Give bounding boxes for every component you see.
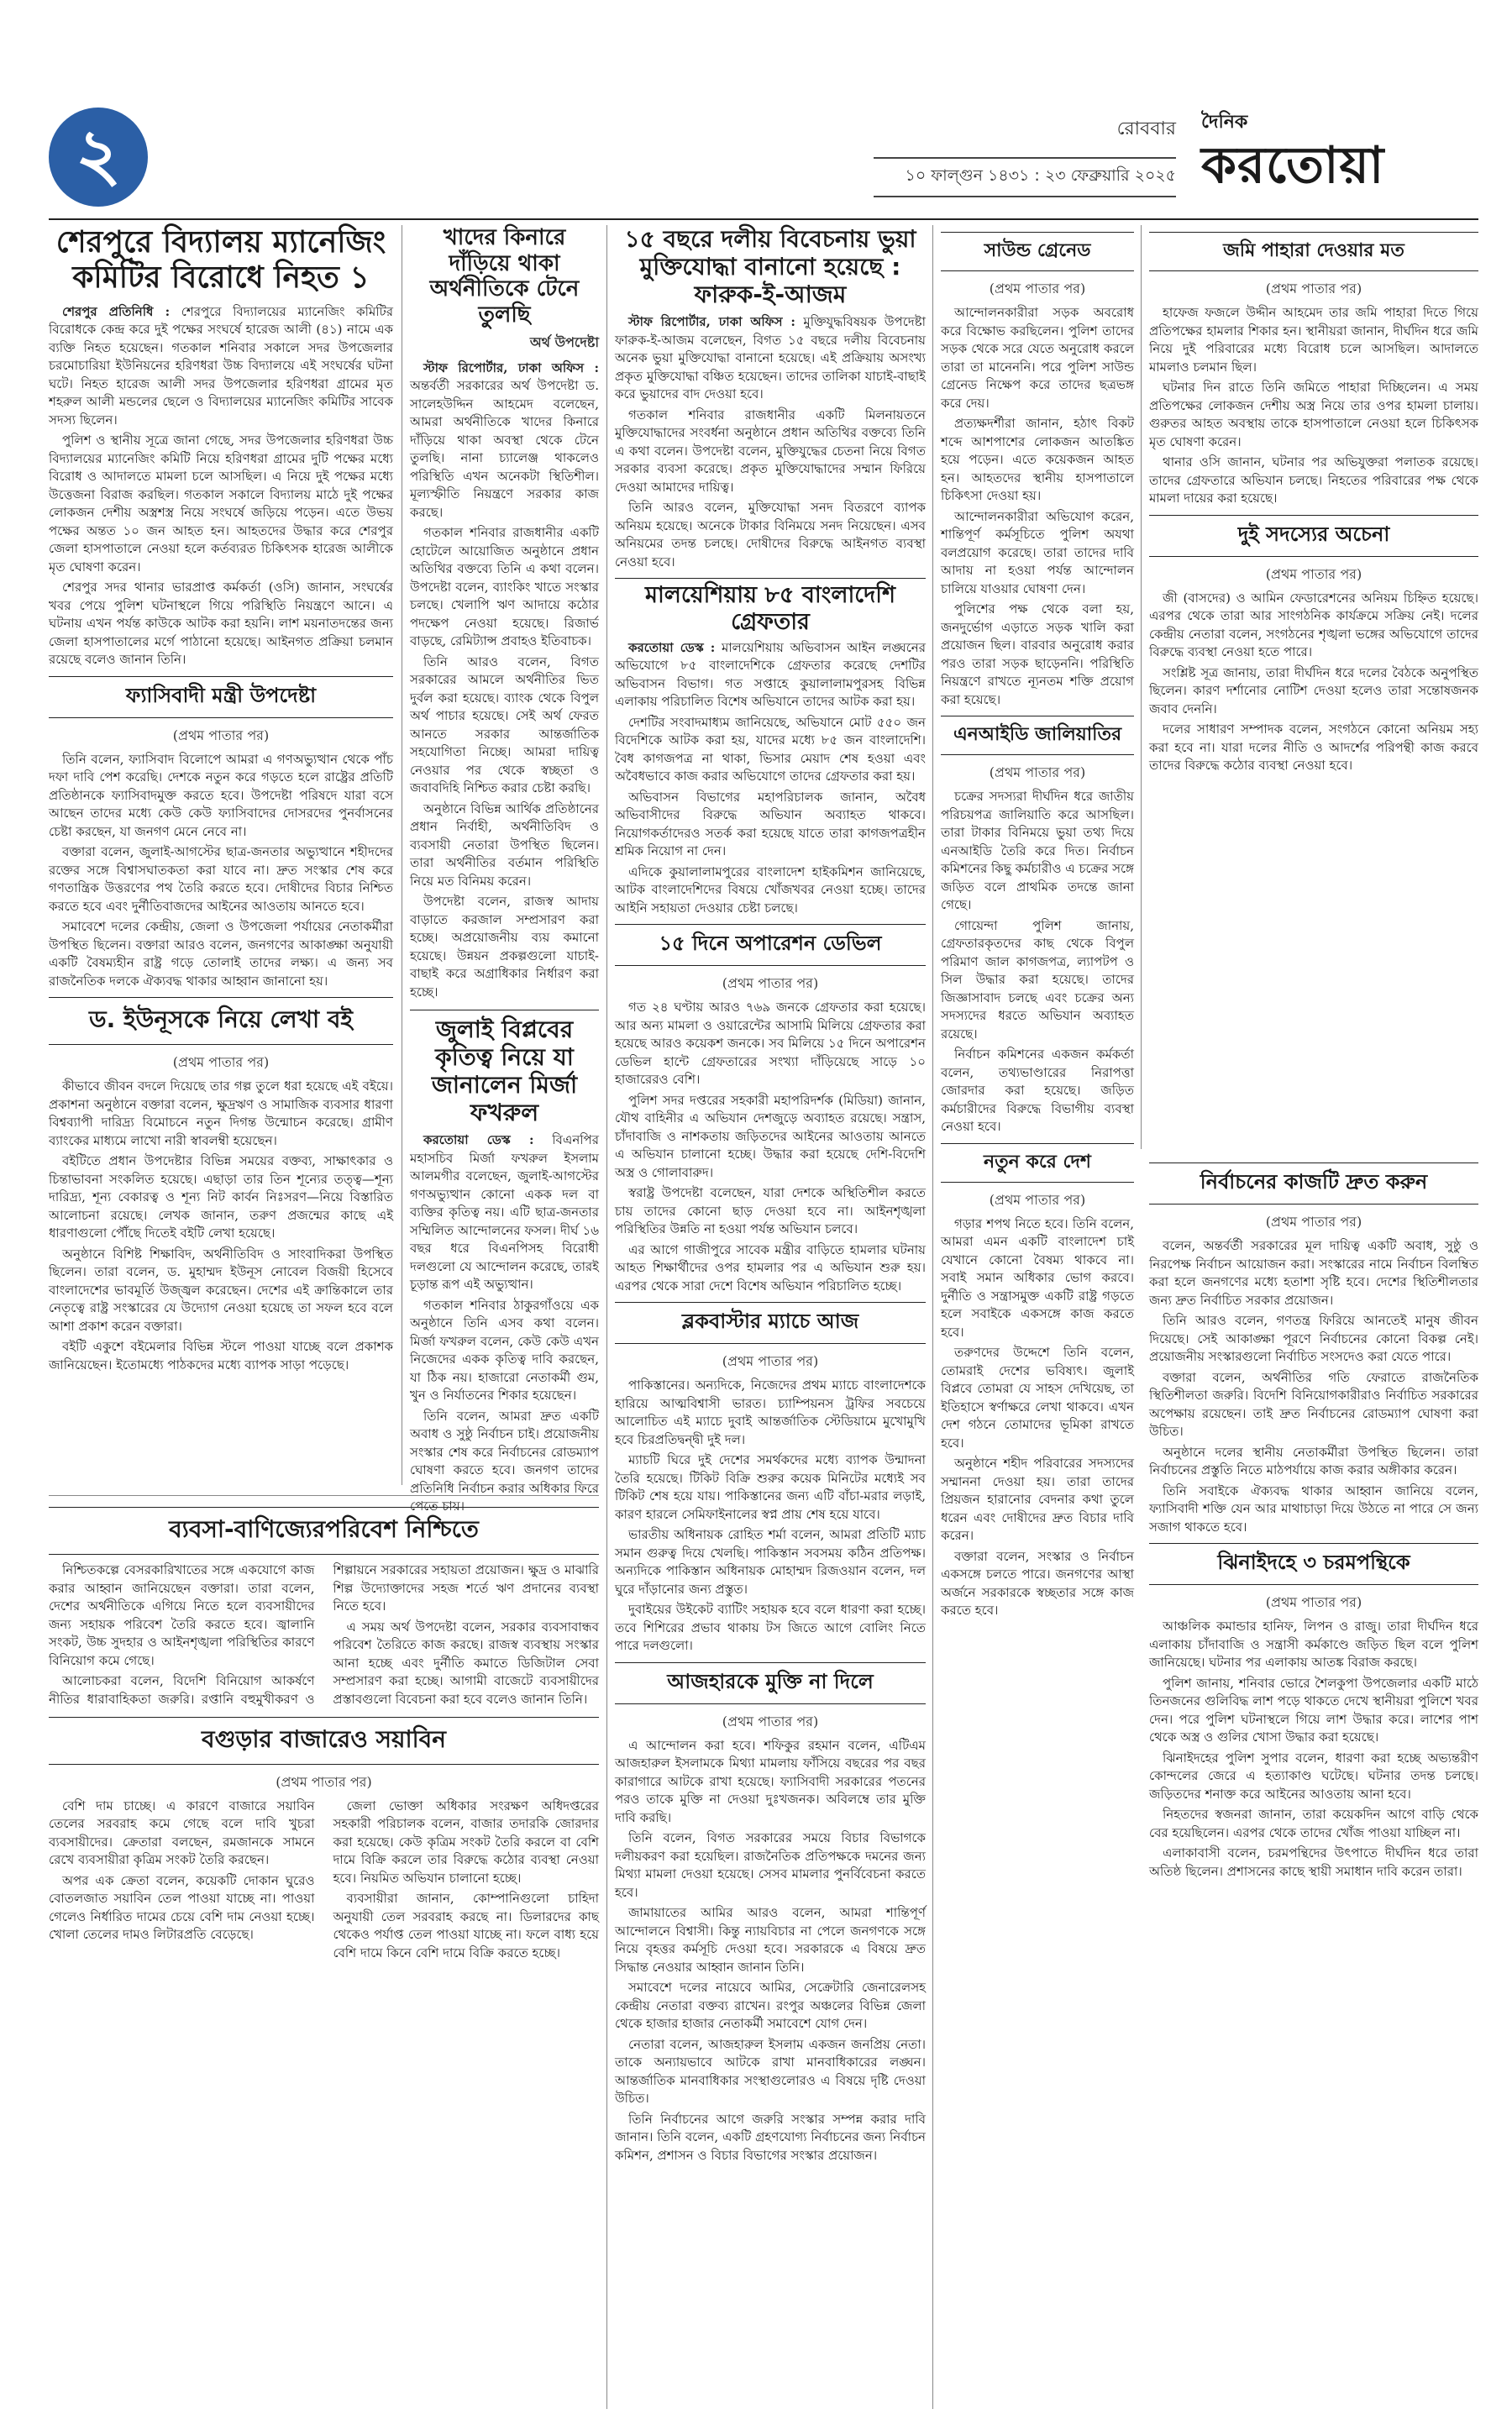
column-rule xyxy=(932,225,933,2409)
paragraph: দুবাইয়ের উইকেট ব্যাটিং সহায়ক হবে বলে ধারণা করা হচ্ছে। তবে শিশিরের প্রভাব থাকায় টস জিতে আগে বোলিং নিতে পারে দলগুলো। xyxy=(615,1602,926,1654)
paragraph: পাকিস্তানের। অন্যদিকে, নিজেদের প্রথম ম্যাচে বাংলাদেশকে হারিয়ে আত্মবিশ্বাসী ভারত। চ্যাম্পিয়নস ট্রফির সবচেয়ে আলোচিত এই ম্যাচে দুবাই আন্তর্জাতিক স্টেডিয়ামে মুখোমুখি হবে চিরপ্রতিদ্বন্দ্বী দুই দল। xyxy=(615,1378,926,1447)
continued-label: (প্রথম পাতার পর) xyxy=(722,975,819,992)
paragraph: অনুষ্ঠানে শহীদ পরিবারের সদস্যদের সম্মাননা দেওয়া হয়। তারা তাদের প্রিয়জন হারানোর বেদনার কথা তুলে ধরেন এবং দোষীদের দ্রুত বিচার দাবি করেন। xyxy=(941,1456,1134,1543)
paragraph: অন্তর্বর্তী সরকারের অর্থ উপদেষ্টা ড. সালেহউদ্দিন আহমেদ বলেছেন, আমরা অর্থনীতিকে খাদের কিনারে দাঁড়িয়ে থাকা অবস্থা থেকে টেনে তুলছি। নানা চ্যালেঞ্জ থাকলেও পরিস্থিতি এখন অনেকটা স্থিতিশীল। মূল্যস্ফীতি নিয়ন্ত্রণে সরকার কাজ করছে। xyxy=(410,378,599,520)
headline-freedom-fighter: ১৫ বছরে দলীয় বিবেচনায় ভুয়া মুক্তিযোদ্ধা বানানো হয়েছে : ফারুক-ই-আজম xyxy=(624,225,916,309)
paragraph: হাফেজ ফজলে উদ্দীন আহমেদ তার জমি পাহারা দিতে গিয়ে প্রতিপক্ষের হামলার শিকার হন। স্থানীয়রা জানান, দীর্ঘদিন ধরে জমি নিয়ে দুই পরিবারের মধ্যে বিরোধ চলে আসছিল। আদালতে মামলাও চলমান ছিল। xyxy=(1149,305,1478,375)
paragraph: ম্যাচটি ঘিরে দুই দেশের সমর্থকদের মধ্যে ব্যাপক উন্মাদনা তৈরি হয়েছে। টিকিট বিক্রি শুরুর কয়েক মিনিটের মধ্যেই সব টিকিট শেষ হয়ে যায়। পাকিস্তানের জন্য এটি বাঁচা-মরার লড়াই, কারণ হারলে সেমিফাইনালের স্বপ্ন প্রায় শেষ হয়ে যাবে। xyxy=(615,1452,926,1522)
headline-election: নির্বাচনের কাজটি দ্রুত করুন xyxy=(1149,1163,1478,1205)
weekday: রোববার xyxy=(1116,118,1176,139)
paragraph: তিনি আরও বলেন, মুক্তিযোদ্ধা সনদ বিতরণে ব্যাপক অনিয়ম হয়েছে। অনেকে টাকার বিনিময়ে সনদ নিয়েছেন। এসব অনিয়মের তদন্ত চলছে। দোষীদের বিরুদ্ধে আইনগত ব্যবস্থা নেওয়া হবে। xyxy=(615,500,926,569)
paragraph: বইটি একুশে বইমেলার বিভিন্ন স্টলে পাওয়া যাচ্ছে বলে প্রকাশক জানিয়েছেন। ইতোমধ্যে পাঠকদের মধ্যে ব্যাপক সাড়া পড়েছে। xyxy=(49,1339,393,1372)
paragraph: জেলা ভোক্তা অধিকার সংরক্ষণ অধিদপ্তরের সহকারী পরিচালক বলেন, বাজার তদারকি জোরদার করা হয়েছে। কেউ কৃত্রিম সংকট তৈরি করলে বা বেশি দামে বিক্রি করলে তার বিরুদ্ধে কঠোর ব্যবস্থা নেওয়া হবে। নিয়মিত অভিযান চালানো হচ্ছে। xyxy=(333,1798,599,1886)
paragraph: সমাবেশে দলের নায়েবে আমির, সেক্রেটারি জেনারেলসহ কেন্দ্রীয় নেতারা বক্তব্য রাখেন। রংপুর অঞ্চলের বিভিন্ন জেলা থেকে হাজার হাজার নেতাকর্মী সমাবেশে যোগ দেন। xyxy=(615,1980,926,2032)
logo-main-text: করতোয়া xyxy=(1201,136,1385,195)
continued-label: (প্রথম পাতার পর) xyxy=(172,1054,270,1071)
paragraph: পুলিশ সদর দপ্তরের সহকারী মহাপরিদর্শক (মিডিয়া) জানান, যৌথ বাহিনীর এ অভিযান দেশজুড়ে অব্যাহত রয়েছে। সন্ত্রাস, চাঁদাবাজি ও নাশকতায় জড়িতদের আইনের আওতায় আনতে এ অভিযান চালানো হচ্ছে। উদ্ধার করা হয়েছে দেশি-বিদেশি অস্ত্র ও গোলাবারুদ। xyxy=(615,1092,926,1180)
paragraph: ভারতীয় অধিনায়ক রোহিত শর্মা বলেন, আমরা প্রতিটি ম্যাচ সমান গুরুত্ব দিয়ে খেলছি। পাকিস্তান সবসময় কঠিন প্রতিপক্ষ। অন্যদিকে পাকিস্তান অধিনায়ক মোহাম্মদ রিজওয়ান বলেন, দল ঘুরে দাঁড়ানোর জন্য প্রস্তুত। xyxy=(615,1527,926,1597)
paragraph: থানার ওসি জানান, ঘটনার পর অভিযুক্তরা পলাতক রয়েছে। তাদের গ্রেফতারে অভিযান চলছে। নিহতের পরিবারের পক্ষ থেকে মামলা দায়ের করা হয়েছে। xyxy=(1149,454,1478,506)
paragraph: নির্বাচন কমিশনের একজন কর্মকর্তা বলেন, তথ্যভাণ্ডারের নিরাপত্তা জোরদার করা হয়েছে। জড়িত কর্মচারীদের বিরুদ্ধে বিভাগীয় ব্যবস্থা নেওয়া হবে। xyxy=(941,1047,1134,1134)
paragraph: এদিকে কুয়ালালামপুরের বাংলাদেশ হাইকমিশন জানিয়েছে, আটক বাংলাদেশিদের বিষয়ে খোঁজখবর নেওয়া হচ্ছে। তাদের আইনি সহায়তা দেওয়ার চেষ্টা চলছে। xyxy=(615,863,926,916)
paragraph: তিনি সবাইকে ঐক্যবদ্ধ থাকার আহ্বান জানিয়ে বলেন, ফ্যাসিবাদী শক্তি যেন আর মাথাচাড়া দিয়ে উঠতে না পারে সে জন্য সজাগ থাকতে হবে। xyxy=(1149,1483,1478,1535)
article-body xyxy=(615,999,926,1295)
paragraph: বিএনপির মহাসচিব মির্জা ফখরুল ইসলাম আলমগীর বলেছেন, জুলাই-আগস্টের গণঅভ্যুত্থান কোনো একক দল বা ব্যক্তির কৃতিত্ব নয়। এটি ছাত্র-জনতার সম্মিলিত আন্দোলনের ফসল। দীর্ঘ ১৬ বছর ধরে বিএনপিসহ বিরোধী দলগুলো যে আন্দোলন করেছে, তারই চূড়ান্ত রূপ এই অভ্যুত্থান। xyxy=(410,1132,599,1293)
byline: স্টাফ রিপোর্টার, ঢাকা অফিস : xyxy=(423,360,599,375)
article-body xyxy=(49,751,393,991)
paragraph: আন্দোলনকারীরা অভিযোগ করেন, শান্তিপূর্ণ কর্মসূচিতে পুলিশ অযথা বলপ্রয়োগ করেছে। তারা তাদের দাবি আদায় না হওয়া পর্যন্ত আন্দোলন চালিয়ে যাওয়ার ঘোষণা দেন। xyxy=(941,508,1134,596)
byline: স্টাফ রিপোর্টার, ঢাকা অফিস : xyxy=(628,314,795,330)
paragraph: শেরপুরে বিদ্যালয়ের ম্যানেজিং কমিটির বিরোধকে কেন্দ্র করে দুই পক্ষের সংঘর্ষে হারেজ আলী (৪১) নামে এক ব্যক্তি নিহত হয়েছেন। গতকাল শনিবার সকালে সদর উপজেলার চরমোচারিয়া ইউনিয়নের হরিণধরা উচ্চ বিদ্যালয়ে এই সংঘর্ষের ঘটনা ঘটে। নিহত হারেজ আলী সদর উপজেলার হরিণধরা গ্রামের মৃত শহরুল আলী মন্ডলের ছেলে ও বিদ্যালয়ের ম্যানেজিং কমিটির সাবেক সদস্য ছিলেন। xyxy=(49,303,393,428)
paragraph: তিনি নির্বাচনের আগে জরুরি সংস্কার সম্পন্ন করার দাবি জানান। তিনি বলেন, একটি গ্রহণযোগ্য নির্বাচনের জন্য নির্বাচন কমিশন, প্রশাসন ও বিচার বিভাগের সংস্কার প্রয়োজন। xyxy=(615,2111,926,2163)
continued-label: (প্রথম পাতার পর) xyxy=(989,281,1086,297)
paragraph: পুলিশ ও স্থানীয় সূত্রে জানা গেছে, সদর উপজেলার হরিণধরা উচ্চ বিদ্যালয়ের ম্যানেজিং কমিটি নিয়ে হরিণধরা গ্রামের দুটি পক্ষের মধ্যে বিরোধ ও আদালতে মামলা চলে আসছিল। এ নিয়ে দুই পক্ষের মধ্যে উত্তেজনা বিরাজ করছিল। গতকাল সকালে বিদ্যালয় মাঠে দুই পক্ষের লোকজন দেশীয় অস্ত্রশস্ত্র নিয়ে সংঘর্ষে জড়িয়ে পড়েন। এতে উভয় পক্ষের অন্তত ১০ জন আহত হন। আহতদের উদ্ধার করে শেরপুর জেলা হাসপাতালে নেওয়া হলে কর্তব্যরত চিকিৎসক হারেজ আলীকে মৃত ঘোষণা করেন। xyxy=(49,433,393,575)
paragraph: ব্যবসায়ীরা জানান, কোম্পানিগুলো চাহিদা অনুযায়ী তেল সরবরাহ করছে না। ডিলারদের কাছ থেকেও পর্যাপ্ত তেল পাওয়া যাচ্ছে না। ফলে বাধ্য হয়ে বেশি দামে কিনে বেশি দামে বিক্রি করতে হচ্ছে। xyxy=(333,1891,599,1960)
paragraph: মালয়েশিয়ায় অভিবাসন আইন লঙ্ঘনের অভিযোগে ৮৫ বাংলাদেশিকে গ্রেফতার করেছে দেশটির অভিবাসন বিভাগ। গত সপ্তাহে কুয়ালালামপুরসহ বিভিন্ন এলাকায় পরিচালিত বিশেষ অভিযানে তাদের আটক করা হয়। xyxy=(615,639,926,710)
logo-small-text: দৈনিক xyxy=(1201,112,1248,133)
byline: শেরপুর প্রতিনিধি : xyxy=(62,303,171,319)
article-body xyxy=(410,360,599,1002)
paragraph: নেতারা বলেন, আজহারুল ইসলাম একজন জনপ্রিয় নেতা। তাকে অন্যায়ভাবে আটকে রাখা মানবাধিকারের লঙ্ঘন। আন্তর্জাতিক মানবাধিকার সংস্থাগুলোরও এ বিষয়ে দৃষ্টি দেওয়া উচিত। xyxy=(615,2036,926,2107)
article-body xyxy=(410,1131,599,1516)
paragraph: প্রত্যক্ষদর্শীরা জানান, হঠাৎ বিকট শব্দে আশপাশের লোকজন আতঙ্কিত হয়ে পড়েন। এতে কয়েকজন আহত হন। আহতদের স্থানীয় হাসপাতালে চিকিৎসা দেওয়া হয়। xyxy=(941,416,1134,503)
article-body xyxy=(615,639,926,918)
paragraph: দলের সাধারণ সম্পাদক বলেন, সংগঠনে কোনো অনিয়ম সহ্য করা হবে না। যারা দলের নীতি ও আদর্শের পরিপন্থী কাজ করবে তাদের বিরুদ্ধে কঠোর ব্যবস্থা নেওয়া হবে। xyxy=(1149,722,1478,773)
headline-fascist: ফ্যাসিবাদী মন্ত্রী উপদেষ্টা xyxy=(49,676,393,718)
paragraph: দেশটির সংবাদমাধ্যম জানিয়েছে, অভিযানে মোট ৫৫০ জন বিদেশিকে আটক করা হয়, যাদের মধ্যে ৮৫ জন বাংলাদেশি। বৈধ কাগজপত্র না থাকা, ভিসার মেয়াদ শেষ হওয়া এবং অবৈধভাবে কাজ করার অভিযোগে তাদের গ্রেফতার করা হয়। xyxy=(615,714,926,785)
paragraph: তিনি বলেন, ফ্যাসিবাদ বিলোপে আমরা এ গণঅভ্যুত্থান থেকে পাঁচ দফা দাবি পেশ করেছি। দেশকে নতুন করে গড়তে হলে রাষ্ট্রের প্রতিটি প্রতিষ্ঠানকে ফ্যাসিবাদমুক্ত করতে হবে। উপদেষ্টা পরিষদে যারা বসে আছেন তাদের মধ্যে কেউ কেউ ফ্যাসিবাদের দোসরদের পুনর্বাসনের চেষ্টা করছেন, যা জনগণ মেনে নেবে না। xyxy=(49,751,393,839)
page-number-badge: ২ xyxy=(49,108,148,207)
paragraph: গড়ার শপথ নিতে হবে। তিনি বলেন, আমরা এমন একটি বাংলাদেশ চাই যেখানে কোনো বৈষম্য থাকবে না। সবাই সমান অধিকার ভোগ করবে। দুর্নীতি ও সন্ত্রাসমুক্ত একটি রাষ্ট্র গড়তে হলে সবাইকে একসঙ্গে কাজ করতে হবে। xyxy=(941,1215,1134,1340)
article-column-five xyxy=(1149,225,1478,1149)
paragraph: এর আগে গাজীপুরে সাবেক মন্ত্রীর বাড়িতে হামলার ঘটনায় আহত শিক্ষার্থীদের ওপর হামলার পর এ অভিযান শুরু হয়। এরপর থেকে সারা দেশে বিশেষ অভিযান পরিচালিত হচ্ছে। xyxy=(615,1241,926,1294)
continued-label: (প্রথম পাতার পর) xyxy=(276,1773,372,1790)
headline-sherpur: শেরপুরে বিদ্যালয় ম্যানেজিং কমিটির বিরোধে নিহত ১ xyxy=(55,225,386,296)
paragraph: জী (বাসদের) ও আমিন ফেডারেশনের অনিয়ম চিহ্নিত হয়েছে। এরপর থেকে তারা আর সাংগঠনিক কার্যক্রমে সক্রিয় নেই। দলের কেন্দ্রীয় নেতারা বলেন, সংগঠনের শৃঙ্খলা ভঙ্গের অভিযোগে তাদের বিরুদ্ধে ব্যবস্থা নেওয়া হতে পারে। xyxy=(1149,590,1478,659)
paragraph: গত ২৪ ঘণ্টায় আরও ৭৬৯ জনকে গ্রেফতার করা হয়েছে। আর অন্য মামলা ও ওয়ারেন্টের আসামি মিলিয়ে গ্রেফতার করা হয়েছে আরও কয়েকশ জনকে। সব মিলিয়ে ১৫ দিনে অপারেশন ডেভিল হান্টে গ্রেফতারের সংখ্যা দাঁড়িয়েছে সাড়ে ১০ হাজারেরও বেশি। xyxy=(615,1000,926,1088)
continued-label: (প্রথম পাতার পর) xyxy=(722,1713,819,1729)
paragraph: বলেন, অন্তর্বর্তী সরকারের মূল দায়িত্ব একটি অবাধ, সুষ্ঠু ও নিরপেক্ষ নির্বাচন আয়োজন করা। সংস্কারের নামে নির্বাচন বিলম্বিত করা হলে জনগণের মধ্যে হতাশা সৃষ্টি হবে। দেশের স্থিতিশীলতার জন্য দ্রুত নির্বাচিত সরকার প্রয়োজন। xyxy=(1149,1238,1478,1308)
article-body xyxy=(49,1078,393,1374)
article-body xyxy=(1149,590,1478,775)
paragraph: বইটিতে প্রধান উপদেষ্টার বিভিন্ন সময়ের বক্তব্য, সাক্ষাৎকার ও চিন্তাভাবনা সংকলিত হয়েছে। এছাড়া তার তিন শূন্যের তত্ত্ব—শূন্য দারিদ্র্য, শূন্য বেকারত্ব ও শূন্য নিট কার্বন নিঃসরণ—নিয়ে বিস্তারিত আলোচনা রয়েছে। লেখক জানান, তরুণ প্রজন্মের কাছে এই ধারণাগুলো পৌঁছে দিতেই বইটি লেখা হয়েছে। xyxy=(49,1153,393,1241)
continued-label: (প্রথম পাতার পর) xyxy=(989,764,1086,780)
paragraph: তিনি আরও বলেন, বিগত সরকারের আমলে অর্থনীতির ভিত দুর্বল করা হয়েছে। ব্যাংক থেকে বিপুল অর্থ পাচার হয়েছে। সেই অর্থ ফেরত আনতে সরকার আন্তর্জাতিক সহযোগিতা নিচ্ছে। আমরা দায়িত্ব নেওয়ার পর থেকে স্বচ্ছতা ও জবাবদিহি নিশ্চিত করার চেষ্টা করছি। xyxy=(410,653,599,796)
date-rule-bottom xyxy=(874,196,1176,197)
byline: করতোয়া ডেস্ক : xyxy=(423,1132,534,1148)
paragraph: নিশ্চিতকল্পে বেসরকারিখাতের সঙ্গে একযোগে কাজ করার আহ্বান জানিয়েছেন বক্তারা। তারা বলেন, দেশের অর্থনীতিকে এগিয়ে নিতে হলে ব্যবসায়ীদের জন্য সহায়ক পরিবেশ তৈরি করতে হবে। জ্বালানি সংকট, উচ্চ সুদহার ও আইনশৃঙ্খলা পরিস্থিতির কারণে বিনিয়োগ কমে গেছে। xyxy=(49,1562,315,1668)
headline-yunus: ড. ইউনূসকে নিয়ে লেখা বই xyxy=(49,997,393,1045)
article-sherpur xyxy=(49,225,393,1527)
paragraph: তিনি আরও বলেন, গণতন্ত্র ফিরিয়ে আনতেই মানুষ জীবন দিয়েছে। সেই আকাঙ্ক্ষা পূরণে নির্বাচনের কোনো বিকল্প নেই। প্রয়োজনীয় সংস্কারগুলো নির্বাচিত সংসদেও করা যেতে পারে। xyxy=(1149,1313,1478,1364)
headline-sound-grenade: সাউন্ড গ্রেনেড xyxy=(941,232,1134,271)
paragraph: পুলিশ জানায়, শনিবার ভোরে শৈলকুপা উপজেলার একটি মাঠে তিনজনের গুলিবিদ্ধ লাশ পড়ে থাকতে দেখে স্থানীয়রা পুলিশে খবর দেন। পরে পুলিশ ঘটনাস্থলে গিয়ে লাশ উদ্ধার করে। লাশের পাশ থেকে অস্ত্র ও গুলির খোসা উদ্ধার করা হয়েছে। xyxy=(1149,1675,1478,1745)
paragraph: স্বরাষ্ট্র উপদেষ্টা বলেছেন, যারা দেশকে অস্থিতিশীল করতে চায় তাদের কোনো ছাড় দেওয়া হবে না। আইনশৃঙ্খলা পরিস্থিতির উন্নতি না হওয়া পর্যন্ত অভিযান চলবে। xyxy=(615,1185,926,1237)
paragraph: গোয়েন্দা পুলিশ জানায়, গ্রেফতারকৃতদের কাছ থেকে বিপুল পরিমাণ জাল কাগজপত্র, ল্যাপটপ ও সিল উদ্ধার করা হয়েছে। তাদের জিজ্ঞাসাবাদ চলছে এবং চক্রের অন্য সদস্যদের ধরতে অভিযান অব্যাহত রয়েছে। xyxy=(941,917,1134,1042)
headline-economy: খাদের কিনারে দাঁড়িয়ে থাকা অর্থনীতিকে টেনে তুলছি xyxy=(429,225,580,328)
paragraph: বক্তারা বলেন, সংস্কার ও নির্বাচন একসঙ্গে চলতে পারে। জনগণের আস্থা অর্জনে সরকারকে স্বচ্ছতার সঙ্গে কাজ করতে হবে। xyxy=(941,1548,1134,1618)
article-body xyxy=(1149,304,1478,508)
article-body xyxy=(615,313,926,571)
headline-july: জুলাই বিপ্লবের কৃতিত্ব নিয়ে যা জানালেন মির্জা ফখরুল xyxy=(410,1010,599,1126)
paragraph: গতকাল শনিবার রাজধানীর একটি মিলনায়তনে মুক্তিযোদ্ধাদের সংবর্ধনা অনুষ্ঠানে প্রধান অতিথির বক্তব্যে তিনি এ কথা বলেন। উপদেষ্টা বলেন, মুক্তিযুদ্ধের চেতনা নিয়ে বিগত সরকার ব্যবসা করেছে। প্রকৃত মুক্তিযোদ্ধাদের সম্মান ফিরিয়ে দেওয়া আমাদের দায়িত্ব। xyxy=(615,407,926,495)
article-body xyxy=(1149,1237,1478,1536)
paragraph: নিহতদের স্বজনরা জানান, তারা কয়েকদিন আগে বাড়ি থেকে বের হয়েছিলেন। এরপর থেকে তাদের খোঁজ পাওয়া যাচ্ছিল না। xyxy=(1149,1807,1478,1840)
paragraph: আঞ্চলিক কমান্ডার হানিফ, লিপন ও রাজু। তারা দীর্ঘদিন ধরে এলাকায় চাঁদাবাজি ও সন্ত্রাসী কর্মকাণ্ডে জড়িত ছিল বলে পুলিশ জানিয়েছে। ঘটনার পর এলাকায় আতঙ্ক বিরাজ করছে। xyxy=(1149,1619,1478,1670)
paragraph: জামায়াতের আমির আরও বলেন, আমরা শান্তিপূর্ণ আন্দোলনে বিশ্বাসী। কিন্তু ন্যায়বিচার না পেলে জনগণকে সঙ্গে নিয়ে বৃহত্তর কর্মসূচি দেওয়া হবে। সরকারকে এ বিষয়ে দ্রুত সিদ্ধান্ত নেওয়ার আহ্বান জানান তিনি। xyxy=(615,1905,926,1975)
article-body xyxy=(49,1561,599,1710)
newspaper-logo xyxy=(1201,108,1478,195)
paragraph: বেশি দাম চাচ্ছে। এ কারণে বাজারে সয়াবিন তেলের সরবরাহ কমে গেছে বলে দাবি খুচরা ব্যবসায়ীদের। ক্রেতারা বলছেন, রমজানকে সামনে রেখে ব্যবসায়ীরা কৃত্রিম সংকট তৈরি করছেন। xyxy=(49,1798,315,1867)
headline-jhenaidah: ঝিনাইদহে ৩ চরমপন্থিকে xyxy=(1149,1543,1478,1585)
headline-devil-hunt: ১৫ দিনে অপারেশন ডেভিল xyxy=(615,924,926,966)
continued-label: (প্রথম পাতার পর) xyxy=(1265,281,1362,297)
byline: করতোয়া ডেস্ক : xyxy=(628,639,716,655)
continued-label: (প্রথম পাতার পর) xyxy=(1265,565,1362,582)
paragraph: অভিবাসন বিভাগের মহাপরিচালক জানান, অবৈধ অভিবাসীদের বিরুদ্ধে অভিযান অব্যাহত থাকবে। নিয়োগকর্তাদেরও সতর্ক করা হয়েছে যাতে তারা কাগজপত্রহীন শ্রমিক নিয়োগ না দেন। xyxy=(615,789,926,859)
article-body xyxy=(49,1798,599,1963)
paragraph: কীভাবে জীবন বদলে দিয়েছে তার গল্প তুলে ধরা হয়েছে এই বইয়ে। প্রকাশনা অনুষ্ঠানে বক্তারা বলেন, ক্ষুদ্রঋণ ও সামাজিক ব্যবসার ধারণা বিশ্বব্যাপী দারিদ্র্য বিমোচনে নতুন দিগন্ত উন্মোচন করেছে। গ্রামীণ ব্যাংকের মাধ্যমে লাখো নারী স্বাবলম্বী হয়েছেন। xyxy=(49,1079,393,1148)
paragraph: তিনি বলেন, বিগত সরকারের সময়ে বিচার বিভাগকে দলীয়করণ করা হয়েছিল। রাজনৈতিক প্রতিপক্ষকে দমনের জন্য মিথ্যা মামলা দেওয়া হয়েছে। সেসব মামলার পুনর্বিবেচনা করতে হবে। xyxy=(615,1830,926,1900)
paragraph: এ সময় অর্থ উপদেষ্টা বলেন, সরকার ব্যবসাবান্ধব পরিবেশ তৈরিতে কাজ করছে। রাজস্ব ব্যবস্থায় সংস্কার আনা হচ্ছে এবং দুর্নীতি কমাতে ডিজিটাল সেবা সম্প্রসারণ করা হচ্ছে। আগামী বাজেটে ব্যবসায়ীদের প্রস্তাবগুলো বিবেচনা করা হবে বলেও জানান তিনি। xyxy=(333,1619,599,1707)
paragraph: এ আন্দোলন করা হবে। শফিকুর রহমান বলেন, এটিএম আজহারুল ইসলামকে মিথ্যা মামলায় ফাঁসিয়ে বছরের পর বছর কারাগারে আটকে রাখা হয়েছে। ফ্যাসিবাদী সরকারের পতনের পরও তাকে মুক্তি না দেওয়া দুঃখজনক। অবিলম্বে তার মুক্তি দাবি করছি। xyxy=(615,1737,926,1825)
paragraph: সংশ্লিষ্ট সূত্র জানায়, তারা দীর্ঘদিন ধরে দলের বৈঠকে অনুপস্থিত ছিলেন। কারণ দর্শানোর নোটিশ দেওয়া হলেও তারা সন্তোষজনক জবাব দেননি। xyxy=(1149,664,1478,716)
paragraph: সমাবেশে দলের কেন্দ্রীয়, জেলা ও উপজেলা পর্যায়ের নেতাকর্মীরা উপস্থিত ছিলেন। বক্তারা আরও বলেন, জনগণের আকাঙ্ক্ষা অনুযায়ী একটি বৈষম্যহীন রাষ্ট্র গড়ে তোলাই তাদের লক্ষ্য। এ জন্য সব রাজনৈতিক দলকে ঐক্যবদ্ধ থাকার আহ্বান জানানো হয়। xyxy=(49,919,393,989)
headline-land-guard: জমি পাহারা দেওয়ার মত xyxy=(1149,232,1478,271)
headline-malaysia: মালয়েশিয়ায় ৮৫ বাংলাদেশি গ্রেফতার xyxy=(615,578,926,636)
section-rule xyxy=(49,1495,599,1496)
paragraph: এলাকাবাসী বলেন, চরমপন্থিদের উৎপাতে দীর্ঘদিন ধরে তারা অতিষ্ঠ ছিলেন। প্রশাসনের কাছে স্থায়ী সমাধান দাবি করেন তারা। xyxy=(1149,1845,1478,1879)
paragraph: উপদেষ্টা বলেন, রাজস্ব আদায় বাড়াতে করজাল সম্প্রসারণ করা হচ্ছে। অপ্রয়োজনীয় ব্যয় কমানো হয়েছে। উন্নয়ন প্রকল্পগুলো যাচাই-বাছাই করে অগ্রাধিকার নির্ধারণ করা হচ্ছে। xyxy=(410,894,599,1000)
date-rule xyxy=(874,157,1176,159)
headline-azhar: আজহারকে মুক্তি না দিলে xyxy=(615,1662,926,1704)
masthead xyxy=(0,0,1512,196)
article-body xyxy=(941,788,1134,1136)
headline-new-country: নতুন করে দেশ xyxy=(941,1143,1134,1183)
continued-label: (প্রথম পাতার পর) xyxy=(1265,1214,1362,1230)
article-body xyxy=(615,1377,926,1656)
paragraph: অনুষ্ঠানে বিশিষ্ট শিক্ষাবিদ, অর্থনীতিবিদ ও সাংবাদিকরা উপস্থিত ছিলেন। তারা বলেন, ড. মুহাম্মদ ইউনূস নোবেল বিজয়ী হিসেবে বাংলাদেশের ভাবমূর্তি উজ্জ্বল করেছেন। দেশের এই ক্রান্তিকালে তার নেতৃত্বে রাষ্ট্র সংস্কারের যে উদ্যোগ নেওয়া হয়েছে তা সফল হবে বলে আশা প্রকাশ করেন বক্তারা। xyxy=(49,1246,393,1334)
paragraph: চক্রের সদস্যরা দীর্ঘদিন ধরে জাতীয় পরিচয়পত্র জালিয়াতি করে আসছিল। তারা টাকার বিনিময়ে ভুয়া তথ্য দিয়ে এনআইডি তৈরি করে দিত। নির্বাচন কমিশনের কিছু কর্মচারীও এ চক্রের সঙ্গে জড়িত বলে প্রাথমিক তদন্তে জানা গেছে। xyxy=(941,789,1134,912)
paragraph: বক্তারা বলেন, অর্থনীতির গতি ফেরাতে রাজনৈতিক স্থিতিশীলতা জরুরি। বিদেশি বিনিয়োগকারীরাও নির্বাচিত সরকারের অপেক্ষায় রয়েছেন। তাই দ্রুত নির্বাচনের রোডম্যাপ ঘোষণা করা উচিত। xyxy=(1149,1369,1478,1439)
paragraph: তিনি বলেন, আমরা দ্রুত একটি অবাধ ও সুষ্ঠু নির্বাচন চাই। প্রয়োজনীয় সংস্কার শেষ করে নির্বাচনের রোডম্যাপ ঘোষণা করতে হবে। জনগণ তাদের প্রতিনিধি নির্বাচন করার অধিকার ফিরে পেতে চায়। xyxy=(410,1408,599,1514)
paragraph: শেরপুর সদর থানার ভারপ্রাপ্ত কর্মকর্তা (ওসি) জানান, সংঘর্ষের খবর পেয়ে পুলিশ ঘটনাস্থলে গিয়ে পরিস্থিতি নিয়ন্ত্রণে আনে। এ ঘটনায় এখন পর্যন্ত কাউকে আটক করা হয়নি। লাশ ময়নাতদন্তের জন্য জেলা হাসপাতালের মর্গে পাঠানো হয়েছে। আইনগত প্রক্রিয়া চলমান রয়েছে বলেও জানান তিনি। xyxy=(49,580,393,668)
paragraph: আন্দোলনকারীরা সড়ক অবরোধ করে বিক্ষোভ করছিলেন। পুলিশ তাদের সড়ক থেকে সরে যেতে অনুরোধ করলে তারা তা মানেননি। পরে পুলিশ সাউন্ড গ্রেনেড নিক্ষেপ করে তাদের ছত্রভঙ্গ করে দেয়। xyxy=(941,305,1134,411)
article-body xyxy=(941,304,1134,709)
paragraph: অপর এক ক্রেতা বলেন, কয়েকটি দোকান ঘুরেও বোতলজাত সয়াবিন তেল পাওয়া যাচ্ছে না। পাওয়া গেলেও নির্ধারিত দামের চেয়ে বেশি দাম নেওয়া হচ্ছে। খোলা তেলের দামও লিটারপ্রতি বেড়েছে। xyxy=(49,1872,315,1942)
masthead-rule xyxy=(49,218,1478,220)
article-body xyxy=(49,303,393,669)
article-business xyxy=(49,1500,599,2407)
date-block xyxy=(874,114,1176,202)
article-center-stack xyxy=(615,225,926,2409)
paragraph: অনুষ্ঠানে বিভিন্ন আর্থিক প্রতিষ্ঠানের প্রধান নির্বাহী, অর্থনীতিবিদ ও ব্যবসায়ী নেতারা উপস্থিত ছিলেন। তারা অর্থনীতির বর্তমান পরিস্থিতি নিয়ে মত বিনিময় করেন। xyxy=(410,800,599,889)
headline-business: ব্যবসা-বাণিজ্যেরপরিবেশ নিশ্চিতে xyxy=(49,1507,599,1555)
headline-two-members: দুই সদস্যের অচেনা xyxy=(1149,515,1478,557)
paragraph: পুলিশের পক্ষ থেকে বলা হয়, জনদুর্ভোগ এড়াতে সড়ক খালি করা প্রয়োজন ছিল। বারবার অনুরোধ করার পরও তারা সড়ক ছাড়েননি। পরিস্থিতি নিয়ন্ত্রণে রাখতে ন্যূনতম শক্তি প্রয়োগ করা হয়েছে। xyxy=(941,601,1134,707)
paragraph: গতকাল শনিবার ঠাকুরগাঁওয়ে এক অনুষ্ঠানে তিনি এসব কথা বলেন। মির্জা ফখরুল বলেন, কেউ কেউ এখন নিজেদের একক কৃতিত্ব দাবি করছেন, যা ঠিক নয়। হাজারো নেতাকর্মী গুম, খুন ও নির্যাতনের শিকার হয়েছেন। xyxy=(410,1297,599,1404)
paragraph: তরুণদের উদ্দেশে তিনি বলেন, তোমরাই দেশের ভবিষ্যৎ। জুলাই বিপ্লবে তোমরা যে সাহস দেখিয়েছ, তা ইতিহাসে স্বর্ণাক্ষরে লেখা থাকবে। এখন দেশ গঠনে তোমাদের ভূমিকা রাখতে হবে। xyxy=(941,1345,1134,1451)
article-column-four xyxy=(941,225,1134,2409)
continued-label: (প্রথম পাতার পর) xyxy=(722,1353,819,1370)
article-body xyxy=(1149,1618,1478,1881)
paragraph: বক্তারা বলেন, জুলাই-আগস্টের ছাত্র-জনতার অভ্যুত্থানে শহীদদের রক্তের সঙ্গে বিশ্বাসঘাতকতা করা যাবে না। দ্রুত সংস্কার শেষ করে গণতান্ত্রিক উত্তরণের পথ তৈরি করতে হবে। দোষীদের বিচার নিশ্চিত করতে হবে এবং দুর্নীতিবাজদের আইনের আওতায় আনতে হবে। xyxy=(49,844,393,914)
column-rule xyxy=(606,225,607,2409)
paragraph: গতকাল শনিবার রাজধানীর একটি হোটেলে আয়োজিত অনুষ্ঠানে প্রধান অতিথির বক্তব্যে তিনি এ কথা বলেন। উপদেষ্টা বলেন, ব্যাংকিং খাতে সংস্কার চলছে। খেলাপি ঋণ আদায়ে কঠোর পদক্ষেপ নেওয়া হয়েছে। রিজার্ভ বাড়ছে, রেমিট্যান্স প্রবাহও ইতিবাচক। xyxy=(410,525,599,649)
headline-bogura-market: বগুড়ার বাজারেও সয়াবিন xyxy=(49,1717,599,1765)
headline-attribution: অর্থ উপদেষ্টা xyxy=(529,333,599,350)
paragraph: ঝিনাইদহের পুলিশ সুপার বলেন, ধারণা করা হচ্ছে অভ্যন্তরীণ কোন্দলের জেরে এ হত্যাকাণ্ড ঘটেছে। ঘটনার তদন্ত চলছে। জড়িতদের শনাক্ত করে আইনের আওতায় আনা হবে। xyxy=(1149,1750,1478,1802)
paragraph: আলোচকরা বলেন, বিদেশি বিনিয়োগ আকর্ষণে নীতির ধারাবাহিকতা জরুরি। রপ্তানি বহুমুখীকরণ ও শিল্পায়নে সরকারের সহায়তা প্রয়োজন। ক্ষুদ্র ও মাঝারি শিল্প উদ্যোক্তাদের সহজ শর্তে ঋণ প্রদানের ব্যবস্থা নিতে হবে। xyxy=(49,1562,599,1707)
article-body xyxy=(615,1737,926,2165)
continued-label: (প্রথম পাতার পর) xyxy=(1265,1594,1362,1610)
article-economy xyxy=(410,225,599,1514)
continued-label: (প্রথম পাতার পর) xyxy=(989,1191,1086,1208)
paragraph: ঘটনার দিন রাতে তিনি জমিতে পাহারা দিচ্ছিলেন। এ সময় প্রতিপক্ষের লোকজন দেশীয় অস্ত্র নিয়ে তার ওপর হামলা চালায়। গুরুতর আহত অবস্থায় তাকে হাসপাতালে নেওয়া হলে চিকিৎসক মৃত ঘোষণা করেন। xyxy=(1149,380,1478,449)
paragraph: অনুষ্ঠানে দলের স্থানীয় নেতাকর্মীরা উপস্থিত ছিলেন। তারা নির্বাচনের প্রস্তুতি নিতে মাঠপর্যায়ে কাজ করার অঙ্গীকার করেন। xyxy=(1149,1444,1478,1477)
article-body xyxy=(941,1215,1134,1620)
continued-label: (প্রথম পাতার পর) xyxy=(172,727,270,743)
headline-nid: এনআইডি জালিয়াতির xyxy=(941,716,1134,755)
paragraph: মুক্তিযুদ্ধবিষয়ক উপদেষ্টা ফারুক-ই-আজম বলেছেন, বিগত ১৫ বছরে দলীয় বিবেচনায় অনেক ভুয়া মুক্তিযোদ্ধা বানানো হয়েছে। এই প্রক্রিয়ায় অসংখ্য প্রকৃত মুক্তিযোদ্ধা বঞ্চিত হয়েছেন। তাদের তালিকা যাচাই-বাছাই করে ভুয়াদের বাদ দেওয়া হবে। xyxy=(615,314,926,402)
column-rule xyxy=(1141,225,1142,1149)
article-column-five-lower xyxy=(1149,1156,1478,2407)
date-line: ১০ ফাল্গুন ১৪৩১ : ২৩ ফেব্রুয়ারি ২০২৫ xyxy=(905,166,1176,185)
headline-blockbuster: ব্লকবাস্টার ম্যাচে আজ xyxy=(615,1302,926,1344)
